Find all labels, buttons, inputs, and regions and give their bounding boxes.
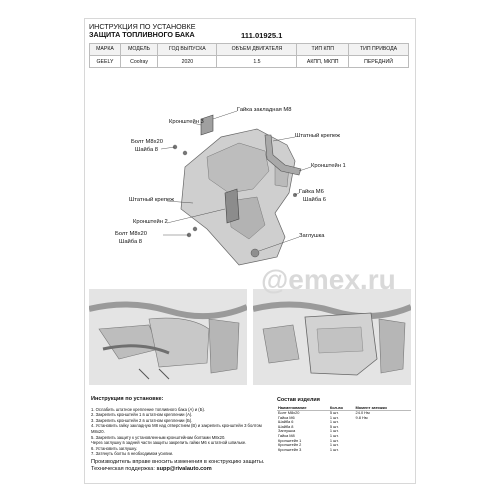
label-bracket-2: Кронштейн 2 (133, 219, 168, 225)
product-code: 111.01925.1 (241, 31, 283, 40)
bolt-icon (183, 151, 187, 155)
photo-before-install (89, 289, 247, 385)
spec-value-cell: ПЕРЕДНИЙ (349, 56, 409, 68)
instruction-sheet (84, 18, 416, 484)
spec-value-cell: GEELY (90, 56, 121, 68)
instruction-step: Через заглушку в задней части защиты закрепить гайки М6 к штатной шпильке. (91, 440, 247, 446)
instruction-step: 5. Закрепить защиту к установленным кронштейнам болтами М8х20. (91, 434, 226, 440)
label-bolt-top: Болт М8х20 (131, 139, 163, 145)
kit-cell: Гайка М6 (278, 414, 295, 420)
kit-cell: 1 шт. (329, 442, 339, 448)
spec-header-row (90, 44, 409, 56)
kit-header-cell: Момент затяжки (355, 405, 411, 411)
spec-header-cell: ГОД ВЫПУСКА (158, 44, 217, 56)
support-email-link[interactable]: supp@rivalauto.com (156, 466, 212, 472)
watermark-logo (255, 259, 415, 299)
label-bracket-1: Кронштейн 1 (311, 163, 346, 169)
header-subtitle: ЗАЩИТА ТОПЛИВНОГО БАКА (89, 30, 195, 39)
support-label: Техническая поддержка: (91, 466, 155, 472)
kit-cell: 1 шт. (329, 414, 339, 420)
plug-hole (251, 249, 259, 257)
kit-cell: 1 шт. (329, 419, 339, 425)
label-standard-mount-right: Штатный крепеж (295, 133, 341, 139)
document-footer (91, 459, 264, 473)
kit-contents (277, 397, 411, 452)
kit-cell: 5 шт. (329, 423, 339, 429)
vehicle-spec-table (89, 43, 409, 68)
kit-cell: 5 шт. (329, 410, 339, 415)
label-plug: Заглушка (299, 233, 325, 239)
label-washer-top: Шайба 8 (135, 147, 159, 153)
spec-value-cell: 1.5 (217, 56, 297, 68)
table-row (277, 448, 411, 453)
instructions-title: Инструкция по установке: (91, 396, 164, 402)
spec-value-cell: АКПП, МКПП (297, 56, 349, 68)
underbody-illustration (89, 289, 247, 385)
kit-cell: 24.0 Нм (355, 410, 370, 415)
header-title: ИНСТРУКЦИЯ ПО УСТАНОВКЕ (89, 22, 196, 31)
bracket-2-shape (225, 189, 239, 223)
kit-cell: Кронштейн 3 (278, 446, 302, 452)
kit-title: Состав изделия (277, 397, 320, 403)
watermark (255, 259, 415, 299)
kit-cell: Кронштейн 2 (278, 442, 302, 448)
bolt-icon (193, 227, 197, 231)
spec-value-cell: Coolray (120, 56, 157, 68)
instruction-step: 1. Ослабить штатное крепление топливного бака (А) и (Б). (91, 406, 206, 412)
kit-table (277, 405, 411, 452)
underbody-illustration (253, 289, 411, 385)
kit-cell: 1 шт. (329, 432, 339, 438)
footer-notice: Производитель вправе вносить изменения в конструкцию защиты. (91, 459, 265, 465)
kit-cell: Шайба 8 (278, 423, 294, 429)
kit-cell: Кронштейн 1 (278, 437, 302, 443)
kit-cell: 1 шт. (329, 428, 339, 434)
instruction-step: 3. Закрепить кронштейн 2 в штатном креплении (Б). (91, 417, 193, 423)
instruction-step: 6. Установить заглушку. (91, 445, 138, 451)
watermark-text: @emex.ru (261, 264, 396, 295)
kit-cell (355, 448, 411, 453)
spec-value-cell: 2020 (158, 56, 217, 68)
label-nut-m6: Гайка М6 (299, 189, 324, 195)
spec-header-cell: МАРКА (90, 44, 121, 56)
label-washer-bottom: Шайба 8 (119, 239, 143, 245)
label-standard-mount-left: Штатный крепеж (129, 197, 175, 203)
spec-header-cell: ТИП ПРИВОДА (349, 44, 409, 56)
kit-cell: 9.8 Нм (355, 414, 368, 420)
footer-support (91, 466, 264, 473)
instruction-step: 4. Установить гайку закладную М8 над отверстием (В) и закрепить кронштейн 3 болтом М8х20. (91, 423, 262, 434)
bracket-3-shape (201, 115, 213, 135)
instruction-step: 7. Затянуть болты в необходимом усилии. (91, 451, 174, 457)
label-bracket-3: Кронштейн 3 (169, 119, 204, 125)
spec-header-cell: ОБЪЕМ ДВИГАТЕЛЯ (217, 44, 297, 56)
spec-header-cell: МОДЕЛЬ (120, 44, 157, 56)
kit-header-cell: Кол-во (329, 405, 355, 411)
kit-cell: Гайка М8 (278, 432, 295, 438)
kit-cell: 1 шт. (329, 446, 339, 452)
installation-photos (89, 289, 411, 389)
kit-cell: Болт М8х20 (278, 410, 300, 415)
instruction-step: 2. Закрепить кронштейн 1 в штатном креплении (А). (91, 412, 193, 418)
kit-cell: Заглушка (278, 428, 296, 434)
kit-cell: Шайба 6 (278, 419, 294, 425)
document-header (89, 23, 196, 39)
kit-header-cell: Наименование (277, 405, 329, 411)
photo-after-install (253, 289, 411, 385)
label-bolt-bottom: Болт М8х20 (115, 231, 147, 237)
installation-instructions (91, 397, 271, 457)
label-nut-m8: Гайка закладная М8 (237, 107, 292, 113)
spec-value-row (90, 56, 409, 68)
kit-cell: 1 шт. (329, 437, 339, 443)
label-washer-6: Шайба 6 (303, 197, 327, 203)
spec-header-cell: ТИП КПП (297, 44, 349, 56)
